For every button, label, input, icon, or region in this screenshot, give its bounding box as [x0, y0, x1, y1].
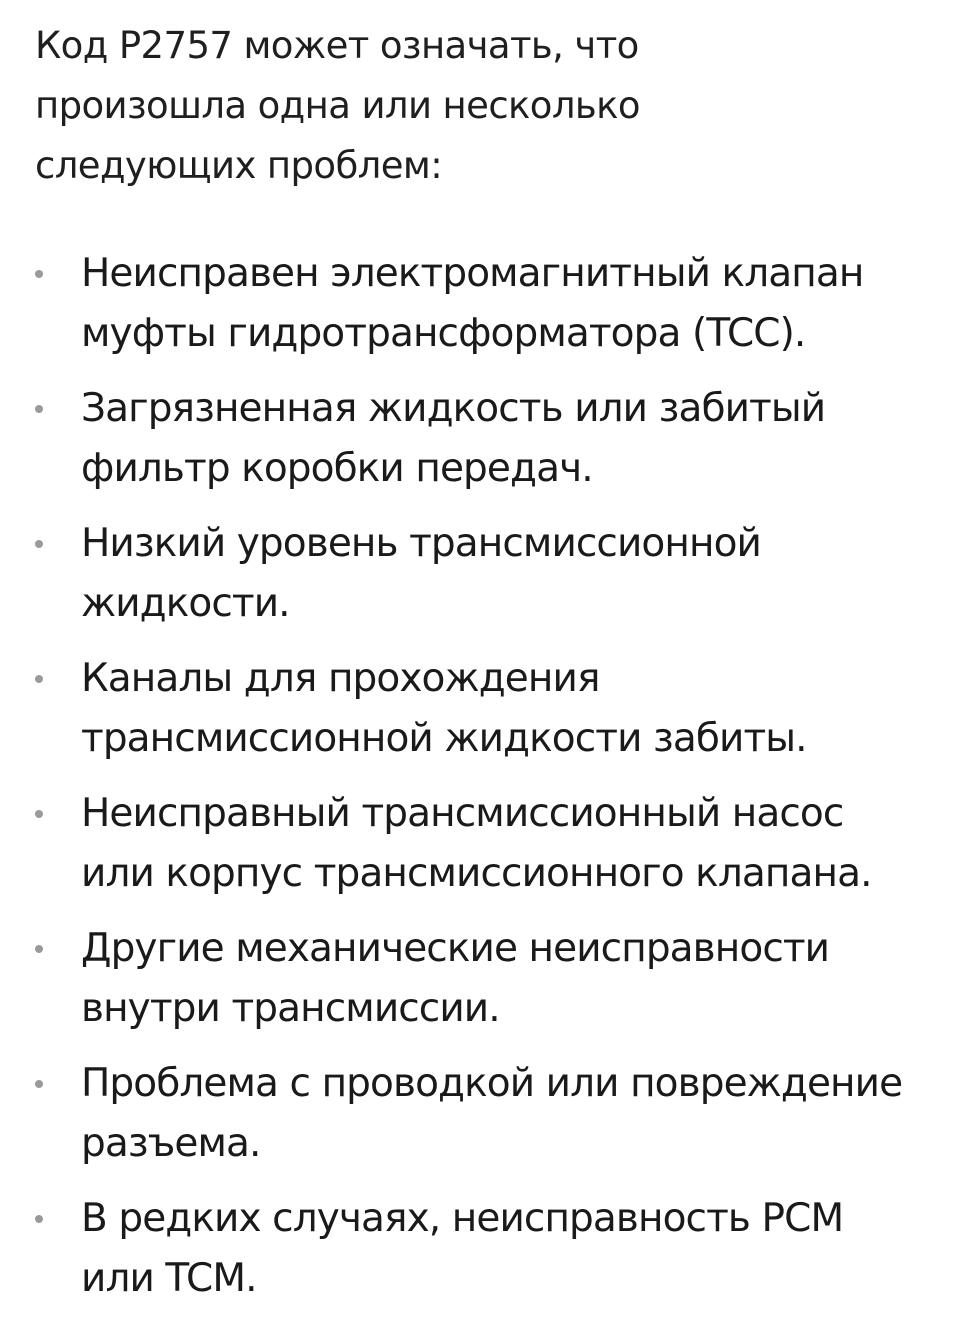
bullet-icon [35, 540, 43, 548]
list-item-text: Неисправный трансмиссионный насос или корпус трансмиссионного клапана. [81, 791, 872, 896]
list-item-text: Низкий уровень трансмиссионной жидкости. [81, 521, 761, 626]
list-item-text: Каналы для прохождения трансмиссионной жидкости забиты. [81, 656, 807, 761]
list-item-text: Другие механические неисправности внутри трансмиссии. [81, 926, 830, 1031]
list-item-text: Неисправен электромагнитный клапан муфты гидротрансформатора (TCC). [81, 251, 864, 356]
bullet-icon [35, 810, 43, 818]
bullet-icon [35, 945, 43, 953]
list-item [35, 649, 920, 769]
bullet-icon [35, 675, 43, 683]
list-item [35, 244, 920, 364]
causes-list [35, 244, 920, 1309]
bullet-icon [35, 1215, 43, 1223]
list-item-text: В редких случаях, неисправность PCM или TCM. [81, 1196, 844, 1301]
list-item [35, 784, 920, 904]
list-item [35, 379, 920, 499]
list-item [35, 919, 920, 1039]
bullet-icon [35, 405, 43, 413]
bullet-icon [35, 1080, 43, 1088]
list-item [35, 1189, 920, 1309]
list-item-text: Загрязненная жидкость или забитый фильтр коробки передач. [81, 386, 826, 491]
list-item-text: Проблема с проводкой или повреждение разъема. [81, 1061, 903, 1166]
list-item [35, 514, 920, 634]
bullet-icon [35, 270, 43, 278]
intro-paragraph: Код P2757 может означать, что произошла одна или несколько следующих проблем: [35, 24, 640, 187]
list-item [35, 1054, 920, 1174]
